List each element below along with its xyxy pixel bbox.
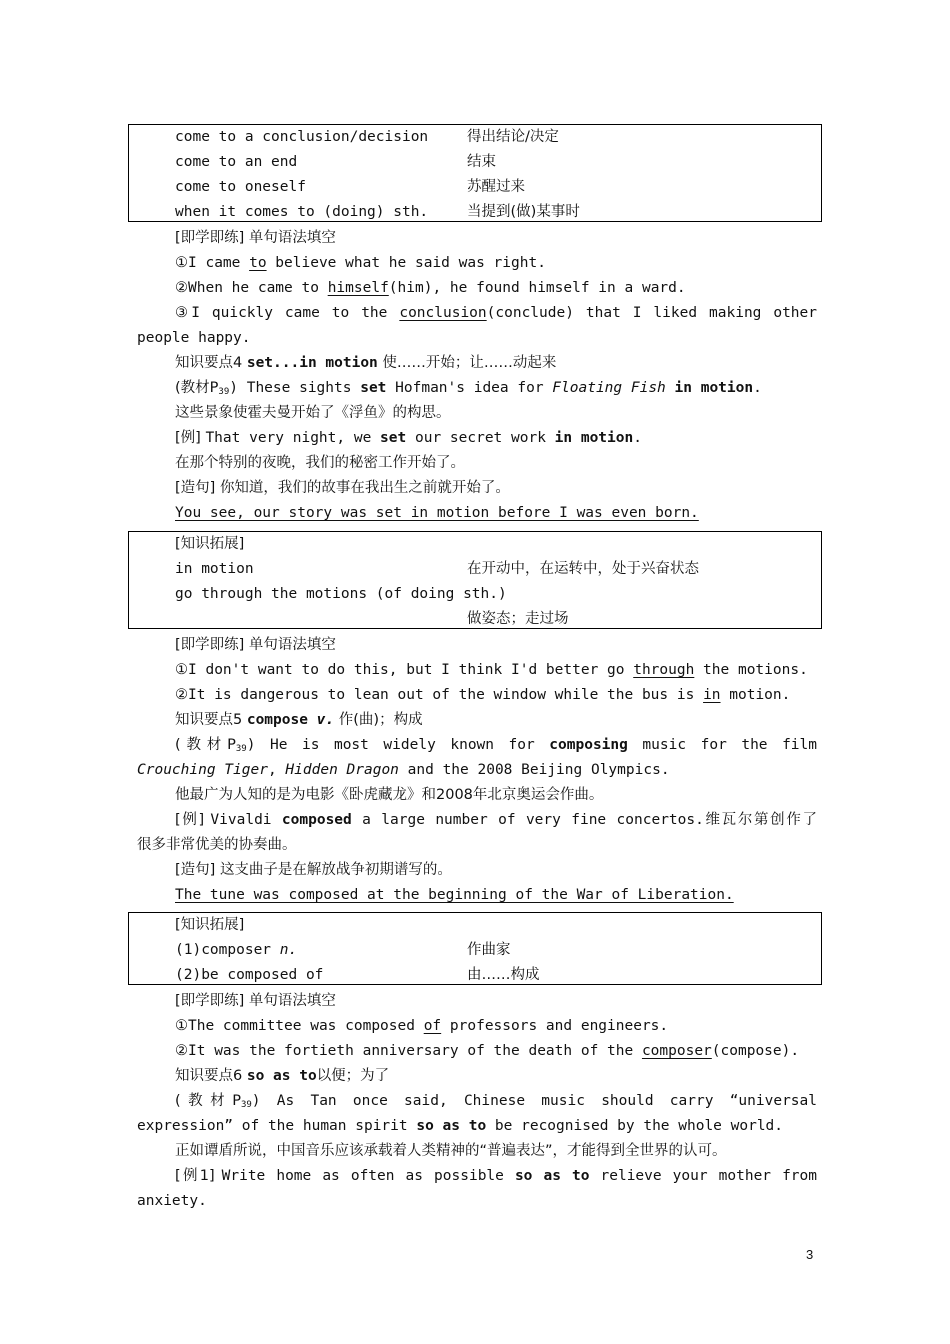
make-label: [造句] <box>175 480 220 496</box>
practice-question <box>175 658 817 683</box>
part-of-speech: v. <box>307 712 335 728</box>
knowledge-expansion-motion <box>128 531 822 629</box>
example-label: [例] <box>175 430 206 446</box>
make-sentence <box>175 858 817 883</box>
phrase-en: come to an end <box>175 154 298 170</box>
expansion-title: [知识拓展] <box>175 917 245 933</box>
sentence-text: be recognised by the whole world. <box>486 1118 784 1134</box>
sentence-text: , <box>267 762 286 778</box>
source-label: (教材P <box>175 380 219 396</box>
sentence-keyword: set <box>360 380 387 396</box>
practice-question <box>175 276 817 301</box>
knowledge-expansion-compose <box>128 912 822 985</box>
answer-sentence: You see, our story was set in motion before I was even born. <box>175 505 699 521</box>
word-text: (1)composer <box>175 942 280 958</box>
phrase-en <box>175 938 297 963</box>
source-close: ) <box>246 737 270 753</box>
practice-heading: [即学即练] 单句语法填空 <box>175 637 336 653</box>
sentence-text: a large number of very fine concertos. <box>351 812 704 828</box>
key-phrase: so as to <box>246 1068 317 1084</box>
source-label: (教材P <box>175 737 236 753</box>
question-text: professors and engineers. <box>441 1018 669 1034</box>
question-text: believe what he said was right. <box>266 255 546 271</box>
source-page: 39 <box>218 387 230 397</box>
question-text: the motions. <box>694 662 808 678</box>
key-meaning: 以便；为了 <box>316 1068 390 1084</box>
page-number: 3 <box>806 1247 814 1262</box>
expansion-title: [知识拓展] <box>175 536 245 552</box>
sentence-text: As Tan once said, Chinese music should carry “universal <box>276 1093 817 1109</box>
sentence-keyword: so as to <box>514 1168 590 1184</box>
film-title: Hidden Dragon <box>285 762 399 778</box>
answer-blank: himself <box>327 280 389 296</box>
question-text: (him), he found himself in a ward. <box>388 280 686 296</box>
sentence-text: . <box>633 430 642 446</box>
sentence-keyword: composing <box>549 737 628 753</box>
question-text: (compose). <box>711 1043 800 1059</box>
question-text: (conclude) that I liked making other <box>486 305 817 321</box>
key-meaning: 作(曲)；构成 <box>334 712 423 728</box>
sentence-title: Floating Fish <box>552 380 666 396</box>
key-point-label: 知识要点6 <box>175 1068 247 1084</box>
answer-blank: to <box>249 255 267 271</box>
key-point-heading <box>175 1064 817 1089</box>
phrase-cn: 当提到(做)某事时 <box>467 204 580 220</box>
sentence-text: music for the film <box>627 737 817 753</box>
phrase-en: (2)be composed of <box>175 967 324 983</box>
sentence-keyword: so as to <box>416 1118 487 1134</box>
answer-blank: in <box>703 687 721 703</box>
textbook-sentence <box>175 376 817 401</box>
sentence-text: He is most widely known for <box>269 737 550 753</box>
phrase-cn: 由……构成 <box>467 967 540 983</box>
phrase-cn: 得出结论/决定 <box>467 129 559 145</box>
question-text: ②It was the fortieth anniversary of the death of the <box>175 1043 642 1059</box>
textbook-sentence <box>175 733 817 758</box>
make-label: [造句] <box>175 862 220 878</box>
source-page: 39 <box>235 744 247 754</box>
source-page: 39 <box>240 1100 252 1110</box>
sentence-text: . <box>753 380 762 396</box>
example-sentence <box>175 426 817 451</box>
practice-heading: [即学即练] 单句语法填空 <box>175 230 336 246</box>
translation: 这些景象使霍夫曼开始了《浮鱼》的构思。 <box>175 405 451 421</box>
make-sentence <box>175 476 817 501</box>
sentence-text: and the 2008 Beijing Olympics. <box>398 762 670 778</box>
sentence-keyword: in motion <box>554 430 634 446</box>
sentence-text: relieve your mother from <box>589 1168 818 1184</box>
sentence-text: our secret work <box>406 430 555 446</box>
key-word: compose <box>246 712 308 728</box>
source-label: (教材P <box>175 1093 241 1109</box>
sentence-text: That very night, we <box>205 430 381 446</box>
answer-blank: through <box>633 662 695 678</box>
translation: 在那个特别的夜晚，我们的秘密工作开始了。 <box>175 455 465 471</box>
translation-cont: 很多非常优美的协奏曲。 <box>137 837 297 853</box>
answer-blank: composer <box>641 1043 712 1059</box>
practice-heading: [即学即练] 单句语法填空 <box>175 993 336 1009</box>
example-sentence-cont: anxiety. <box>137 1193 207 1209</box>
question-text: ①The committee was composed <box>175 1018 424 1034</box>
question-text: ①I came <box>175 255 250 271</box>
question-text: ③I quickly came to the <box>175 305 400 321</box>
textbook-sentence-cont <box>137 1114 817 1139</box>
example-sentence <box>175 1164 817 1189</box>
key-meaning: 使……开始；让……动起来 <box>377 355 557 371</box>
question-text: ①I don't want to do this, but I think I'd better go <box>175 662 634 678</box>
phrase-cn: 结束 <box>467 154 496 170</box>
film-title: Crouching Tiger <box>137 762 268 778</box>
phrase-en: come to oneself <box>175 179 306 195</box>
sentence-keyword: set <box>380 430 407 446</box>
phrase-table-come-to <box>128 124 822 222</box>
key-phrase: set...in motion <box>246 355 378 371</box>
translation-inline: 维瓦尔第创作了 <box>703 812 817 828</box>
textbook-sentence-cont <box>137 758 817 783</box>
phrase-cn: 苏醒过来 <box>467 179 525 195</box>
example-label: [例] <box>175 812 211 828</box>
phrase-en: go through the motions (of doing sth.) <box>175 586 507 602</box>
practice-question <box>175 301 817 326</box>
question-continuation: people happy. <box>137 330 251 346</box>
translation: 正如谭盾所说，中国音乐应该承载着人类精神的“普遍表达”，才能得到全世界的认可。 <box>175 1143 727 1159</box>
question-text: ②When he came to <box>175 280 328 296</box>
phrase-en: come to a conclusion/decision <box>175 129 429 145</box>
make-prompt: 这支曲子是在解放战争初期谱写的。 <box>219 862 452 878</box>
key-point-label: 知识要点4 <box>175 355 247 371</box>
source-close: ) <box>229 380 247 396</box>
practice-question <box>175 251 817 276</box>
sentence-text: Vivaldi <box>210 812 282 828</box>
phrase-cn: 作曲家 <box>467 942 511 958</box>
source-close: ) <box>251 1093 277 1109</box>
phrase-en: when it comes to (doing) sth. <box>175 204 429 220</box>
sentence-keyword: in motion <box>674 380 754 396</box>
example-sentence <box>175 808 817 833</box>
make-answer <box>175 883 817 908</box>
phrase-en: in motion <box>175 561 254 577</box>
sentence-text: expression” of the human spirit <box>137 1118 417 1134</box>
sentence-keyword: composed <box>281 812 352 828</box>
question-text: motion. <box>720 687 791 703</box>
part-of-speech: n. <box>279 942 298 958</box>
example-label: [例1] <box>175 1168 222 1184</box>
translation: 他最广为人知的是为电影《卧虎藏龙》和2008年北京奥运会作曲。 <box>175 787 604 803</box>
sentence-text: Write home as often as possible <box>221 1168 515 1184</box>
answer-blank: conclusion <box>399 305 487 321</box>
make-prompt: 你知道，我们的故事在我出生之前就开始了。 <box>219 480 510 496</box>
textbook-sentence <box>175 1089 817 1114</box>
answer-sentence: The tune was composed at the beginning of the War of Liberation. <box>175 887 734 903</box>
practice-question <box>175 1039 817 1064</box>
question-text: ②It is dangerous to lean out of the window while the bus is <box>175 687 704 703</box>
practice-question <box>175 683 817 708</box>
key-point-label: 知识要点5 <box>175 712 247 728</box>
sentence-text: Hofman's idea for <box>386 380 553 396</box>
phrase-cn: 在开动中，在运转中，处于兴奋状态 <box>467 561 699 577</box>
key-point-heading <box>175 708 817 733</box>
sentence-text: These sights <box>246 380 361 396</box>
sentence-text <box>666 380 675 396</box>
phrase-cn: 做姿态；走过场 <box>467 611 569 627</box>
make-answer <box>175 501 817 526</box>
key-point-heading <box>175 351 817 376</box>
answer-blank: of <box>423 1018 442 1034</box>
practice-question <box>175 1014 817 1039</box>
